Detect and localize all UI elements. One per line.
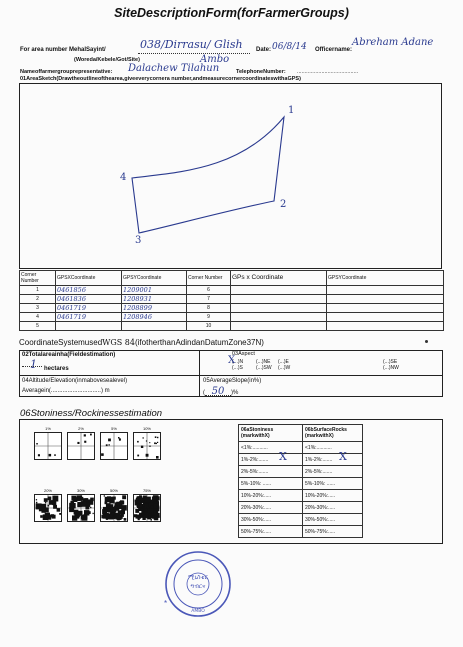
- coordinate-cell: 7: [187, 295, 231, 304]
- stoniness-percent-label: 1%: [45, 426, 51, 431]
- coordinate-cell: [231, 295, 327, 304]
- form-title: SiteDescriptionForm(forFarmerGroups): [114, 6, 349, 20]
- stoniness-cell: 1%-2%:.......: [239, 454, 303, 466]
- stoniness-grid: [133, 494, 161, 522]
- coordinate-row: [20, 322, 444, 331]
- stoniness-grid: [34, 494, 62, 522]
- aspect-mark: X: [228, 355, 236, 366]
- stoniness-cell: 20%-30%:.....: [239, 502, 303, 514]
- sketch-corner-label: 2: [280, 199, 287, 210]
- stoniness-heading: 06Stoniness/Rockinessestimation: [20, 408, 163, 419]
- col-gpsx-2: GPs x Coordinate: [231, 271, 327, 286]
- sketch-outline: [132, 117, 287, 233]
- coordinate-cell: 1208931: [122, 295, 187, 304]
- aspect-nw: (...)NW: [383, 365, 399, 371]
- stoniness-grid: [67, 494, 95, 522]
- slope-value: 50: [205, 388, 231, 396]
- slope-value-line: [203, 388, 238, 397]
- aspect-n: (...)N: [232, 359, 244, 365]
- date-value: 06/8/14: [272, 42, 307, 52]
- stoniness-percent-label: 50%: [109, 488, 118, 493]
- col-gpsy: GPSYCoordinate: [122, 271, 187, 286]
- aspect-col3: [278, 359, 290, 371]
- area-number-label: For area number MehalSayint/: [20, 47, 106, 53]
- coordinate-cell: 1209001: [122, 286, 187, 295]
- coordinate-cell: [327, 295, 444, 304]
- stoniness-cell: 5%-10%: ......: [239, 478, 303, 490]
- sketch-corner-label: 1: [288, 105, 295, 116]
- area-number-value: 038/Dirrasu/ Glish: [140, 38, 243, 51]
- stoniness-percent-label: 10%: [142, 426, 151, 431]
- stoniness-row: [239, 466, 363, 478]
- area-label: 02Totalareainha(Fieldestimation): [22, 352, 116, 358]
- coordinate-cell: 10: [187, 322, 231, 331]
- surface-rocks-mark: X: [339, 450, 347, 463]
- altitude-avg: [22, 388, 110, 395]
- sketch-corner-label: 3: [135, 235, 142, 246]
- datum-value: WGS 84: [102, 338, 135, 347]
- stoniness-row: [239, 490, 363, 502]
- coordinate-table-header: [20, 271, 444, 286]
- stoniness-percent-label: 20%: [43, 488, 52, 493]
- officer-label: Officername:: [315, 47, 353, 53]
- official-stamp: [150, 548, 246, 618]
- stoniness-percent-label: 5%: [111, 426, 117, 431]
- altitude-dots: ..............................: [50, 388, 101, 394]
- stoniness-row: [239, 514, 363, 526]
- coordinate-table: [19, 270, 444, 331]
- coordinate-cell: 2: [20, 295, 56, 304]
- coordinate-row: [20, 313, 444, 322]
- coordinate-cell: [327, 322, 444, 331]
- coordinate-cell: 1208946: [122, 313, 187, 322]
- coordinate-row: [20, 304, 444, 313]
- area-underline-2: [22, 366, 42, 367]
- punch-dot: [425, 340, 428, 343]
- coordinate-cell: 1: [20, 286, 56, 295]
- datum-line: [19, 338, 264, 347]
- slope-label: 05AverageSlope(in%): [203, 378, 262, 384]
- coordinate-cell: 5: [20, 322, 56, 331]
- coordinate-cell: [231, 322, 327, 331]
- stamp-star-icon: *: [164, 599, 168, 608]
- coordinate-cell: 9: [187, 313, 231, 322]
- col-gpsx: GPSXCoordinate: [56, 271, 122, 286]
- coordinate-cell: 0461719: [56, 313, 122, 322]
- coordinate-cell: 6: [187, 286, 231, 295]
- stoniness-cell: 20%-30%:.....: [303, 502, 363, 514]
- date-label: Date:: [256, 47, 272, 53]
- coordinate-cell: 1208899: [122, 304, 187, 313]
- altitude-avg-label: Averagein(: [22, 388, 51, 394]
- stoniness-cell: 1%-2%:.......: [303, 454, 363, 466]
- aspect-se: (...)SE: [383, 359, 398, 365]
- vdivider: [199, 350, 200, 397]
- sketch-label: 01AreaSketch(Drawtheoutlineofthearea,giveeverycornera number,andmeasurecornercoordinateswithaGPS): [20, 76, 301, 82]
- stoniness-table: [238, 424, 363, 538]
- stamp-line1: ሚኒስቴር: [188, 574, 208, 581]
- coordinate-cell: [231, 286, 327, 295]
- stoniness-percent-label: 2%: [78, 426, 84, 431]
- stamp-line2: ግብርና: [190, 583, 206, 590]
- stoniness-percent-label: 75%: [142, 488, 151, 493]
- datum-note: (ifotherthanAdindanDatumZone37N): [134, 338, 264, 347]
- stoniness-cell: <1%:...........: [239, 442, 303, 454]
- col-surface-rocks: 06bSurfaceRocks (markwithX): [303, 425, 363, 442]
- coordinate-cell: [231, 304, 327, 313]
- datum-label: CoordinateSystemused: [19, 338, 103, 347]
- stoniness-cell: 5%-10%: ......: [303, 478, 363, 490]
- aspect-w: (...)W: [278, 365, 291, 371]
- stoniness-header: [239, 425, 363, 442]
- slope-prefix: (: [203, 390, 205, 396]
- coordinate-cell: 0461719: [56, 304, 122, 313]
- stoniness-grid: [100, 494, 128, 522]
- stoniness-grid: [133, 432, 161, 460]
- aspect-col4: [383, 359, 399, 371]
- area-value-ambo: Ambo: [200, 54, 230, 65]
- coordinate-cell: [56, 322, 122, 331]
- slope-suffix: )%: [231, 390, 239, 396]
- stoniness-grid: [100, 432, 128, 460]
- stoniness-cell: 30%-50%:.....: [239, 514, 303, 526]
- coordinate-row: [20, 286, 444, 295]
- stoniness-grid: [34, 432, 62, 460]
- coordinate-row: [20, 295, 444, 304]
- altitude-label: 04Altitude/Elevation(inmabovesealevel): [22, 378, 128, 384]
- col-gpsy-2: GPSYCoordinate: [327, 271, 444, 286]
- rep-label: Nameoffarmergrouprepresentative:: [20, 69, 113, 75]
- aspect-col2: [256, 359, 272, 371]
- coordinate-cell: 3: [20, 304, 56, 313]
- stoniness-cell: 2%-5%:.......: [303, 466, 363, 478]
- area-sub-label: (Woreda/Kebele/Got/Site): [74, 57, 140, 63]
- rep-value: Dalachew Tilahun: [128, 63, 220, 74]
- stoniness-percent-label: 30%: [76, 488, 85, 493]
- stoniness-mark: X: [279, 450, 287, 463]
- col-corner-number-2: Corner Number: [187, 271, 231, 286]
- stoniness-cell: 50%-75%:.....: [303, 526, 363, 538]
- col-corner-number: Corner Number: [20, 271, 56, 286]
- stoniness-cell: 50%-75%:.....: [239, 526, 303, 538]
- area-unit: hectares: [44, 366, 69, 372]
- altitude-unit: ) m: [100, 388, 110, 394]
- coordinate-cell: [327, 304, 444, 313]
- hdivider: [19, 375, 443, 376]
- coordinate-cell: 0461856: [56, 286, 122, 295]
- stoniness-row: [239, 478, 363, 490]
- stoniness-cell: 10%-20%:.....: [239, 490, 303, 502]
- stoniness-grid: [67, 432, 95, 460]
- coordinate-cell: [327, 286, 444, 295]
- sketch-corner-label: 4: [120, 172, 127, 183]
- aspect-e: (...)E: [278, 359, 289, 365]
- area-value: 1: [30, 358, 37, 371]
- stoniness-row: [239, 526, 363, 538]
- stoniness-cell: <1%:...........: [303, 442, 363, 454]
- stoniness-cell: 10%-20%:.....: [303, 490, 363, 502]
- phone-dots: ........................................: [297, 69, 359, 75]
- aspect-label: 03Aspect: [232, 351, 255, 357]
- coordinate-cell: 4: [20, 313, 56, 322]
- stoniness-cell: 30%-50%:.....: [303, 514, 363, 526]
- col-stoniness: 06aStoniness (markwithX): [239, 425, 303, 442]
- coordinate-cell: [122, 322, 187, 331]
- coordinate-cell: [327, 313, 444, 322]
- officer-value: Abreham Adane: [352, 37, 434, 48]
- phone-label: TelephoneNumber:: [236, 69, 286, 75]
- aspect-s: (...)S: [232, 365, 243, 371]
- stoniness-row: [239, 502, 363, 514]
- stoniness-cell: 2%-5%:.......: [239, 466, 303, 478]
- aspect-sw: (...)SW: [256, 365, 272, 371]
- coordinate-cell: [231, 313, 327, 322]
- coordinate-cell: 0461836: [56, 295, 122, 304]
- stamp-ring-text: AMBO: [191, 609, 205, 614]
- aspect-ne: (...)NE: [256, 359, 271, 365]
- coordinate-cell: 8: [187, 304, 231, 313]
